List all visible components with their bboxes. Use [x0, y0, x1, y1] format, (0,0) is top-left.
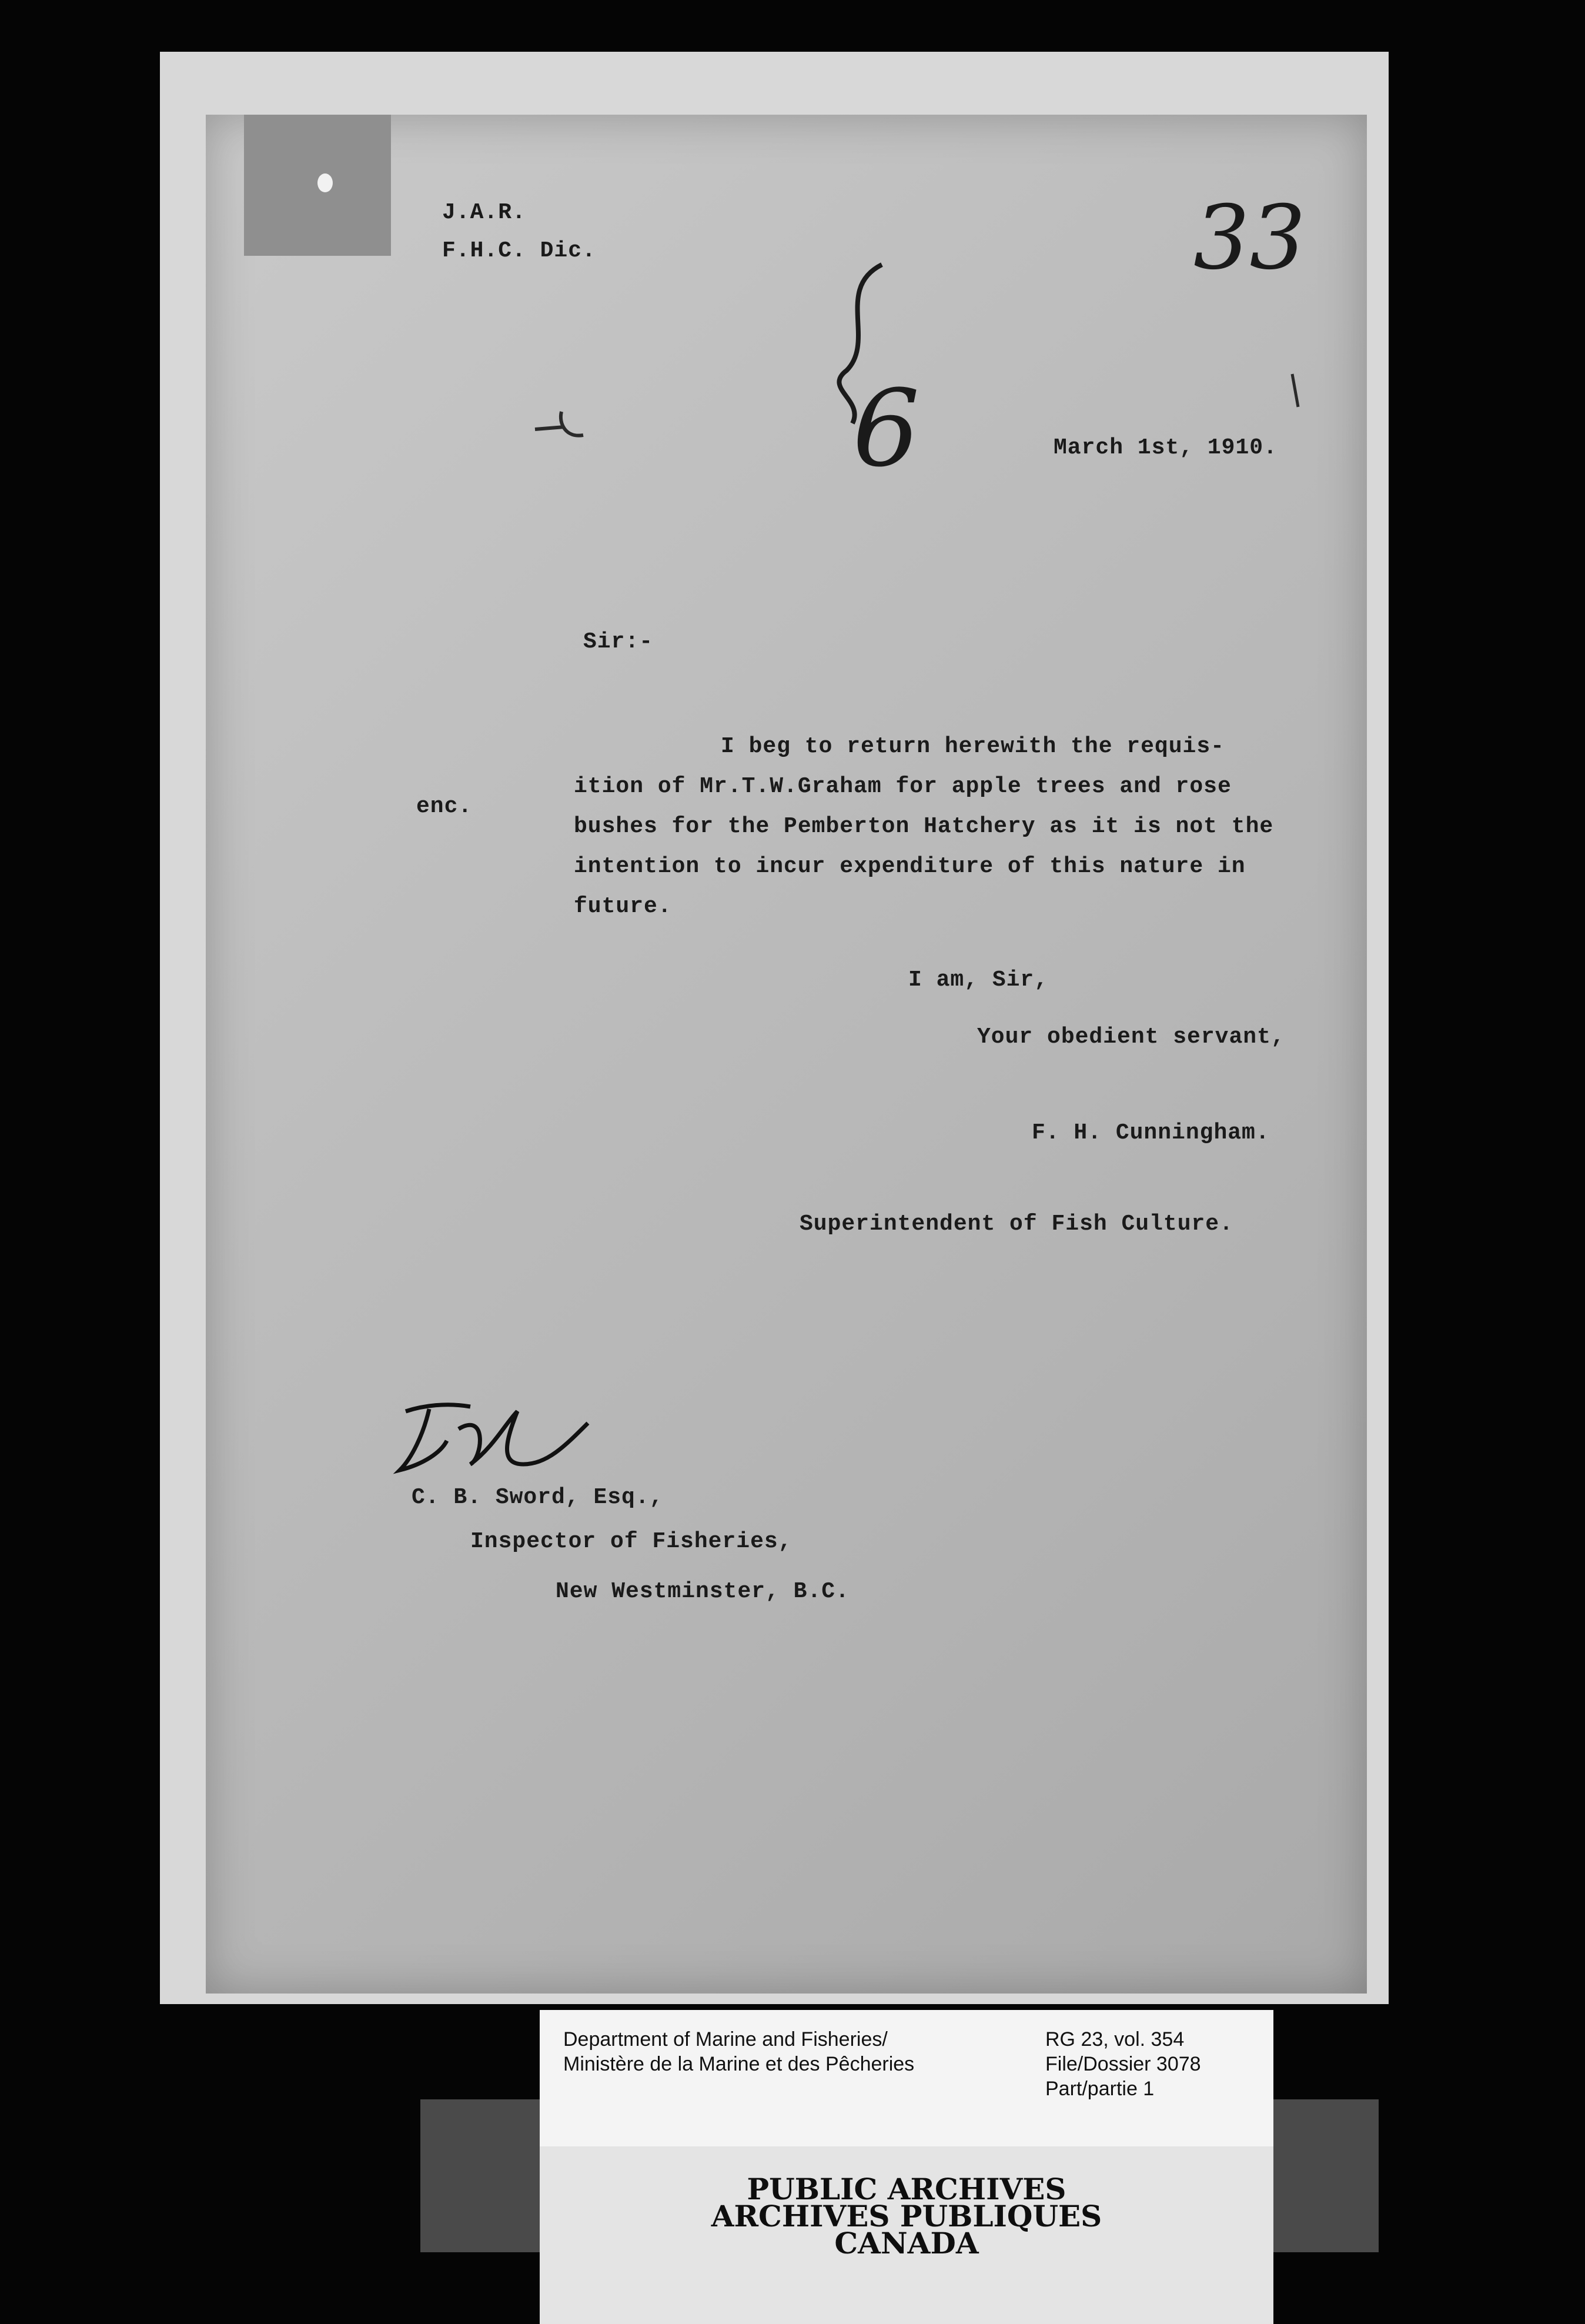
- handwritten-initials: [388, 1388, 600, 1494]
- body-line: ition of Mr.T.W.Graham for apple trees and rose: [574, 774, 1232, 799]
- label-department-fr: Ministère de la Marine et des Pêcheries: [563, 2053, 915, 2075]
- stamp-line-3: CANADA: [834, 2226, 979, 2260]
- label-record-group: RG 23, vol. 354: [1045, 2028, 1185, 2051]
- tick-mark: [1288, 370, 1305, 412]
- body-line: future.: [574, 894, 672, 919]
- body-line: intention to incur expenditure of this nature in: [574, 854, 1246, 879]
- stamp-line-1: PUBLIC ARCHIVES: [747, 2172, 1066, 2206]
- recipient-name: C. B. Sword, Esq.,: [412, 1485, 664, 1510]
- handwritten-margin-numeral: 6: [852, 368, 920, 490]
- body-line: I beg to return herewith the requis-: [721, 734, 1225, 759]
- label-file: File/Dossier 3078: [1045, 2053, 1201, 2075]
- punch-hole: [317, 173, 333, 192]
- signer-title: Superintendent of Fish Culture.: [800, 1211, 1233, 1237]
- salutation: Sir:-: [583, 629, 654, 655]
- initials-line-1: J.A.R.: [442, 200, 526, 225]
- letter-body: [574, 727, 1273, 927]
- handwritten-file-number: 33: [1193, 187, 1306, 289]
- label-part: Part/partie 1: [1045, 2078, 1155, 2100]
- recipient-location: New Westminster, B.C.: [556, 1579, 850, 1604]
- letter-date: March 1st, 1910.: [1054, 435, 1278, 460]
- enclosure-note: enc.: [416, 794, 473, 819]
- letter-sheet: [206, 115, 1367, 1994]
- closing-line-1: I am, Sir,: [908, 967, 1049, 993]
- initials-line-2: F.H.C. Dic.: [442, 238, 596, 263]
- body-line: bushes for the Pemberton Hatchery as it is not the: [574, 814, 1274, 839]
- pencil-mark: [529, 406, 594, 447]
- label-department-en: Department of Marine and Fisheries/: [563, 2028, 888, 2051]
- closing-line-2: Your obedient servant,: [977, 1024, 1285, 1050]
- stamp-line-2: ARCHIVES PUBLIQUES: [711, 2199, 1102, 2233]
- signer-name: F. H. Cunningham.: [1032, 1120, 1270, 1146]
- recipient-title: Inspector of Fisheries,: [470, 1529, 792, 1554]
